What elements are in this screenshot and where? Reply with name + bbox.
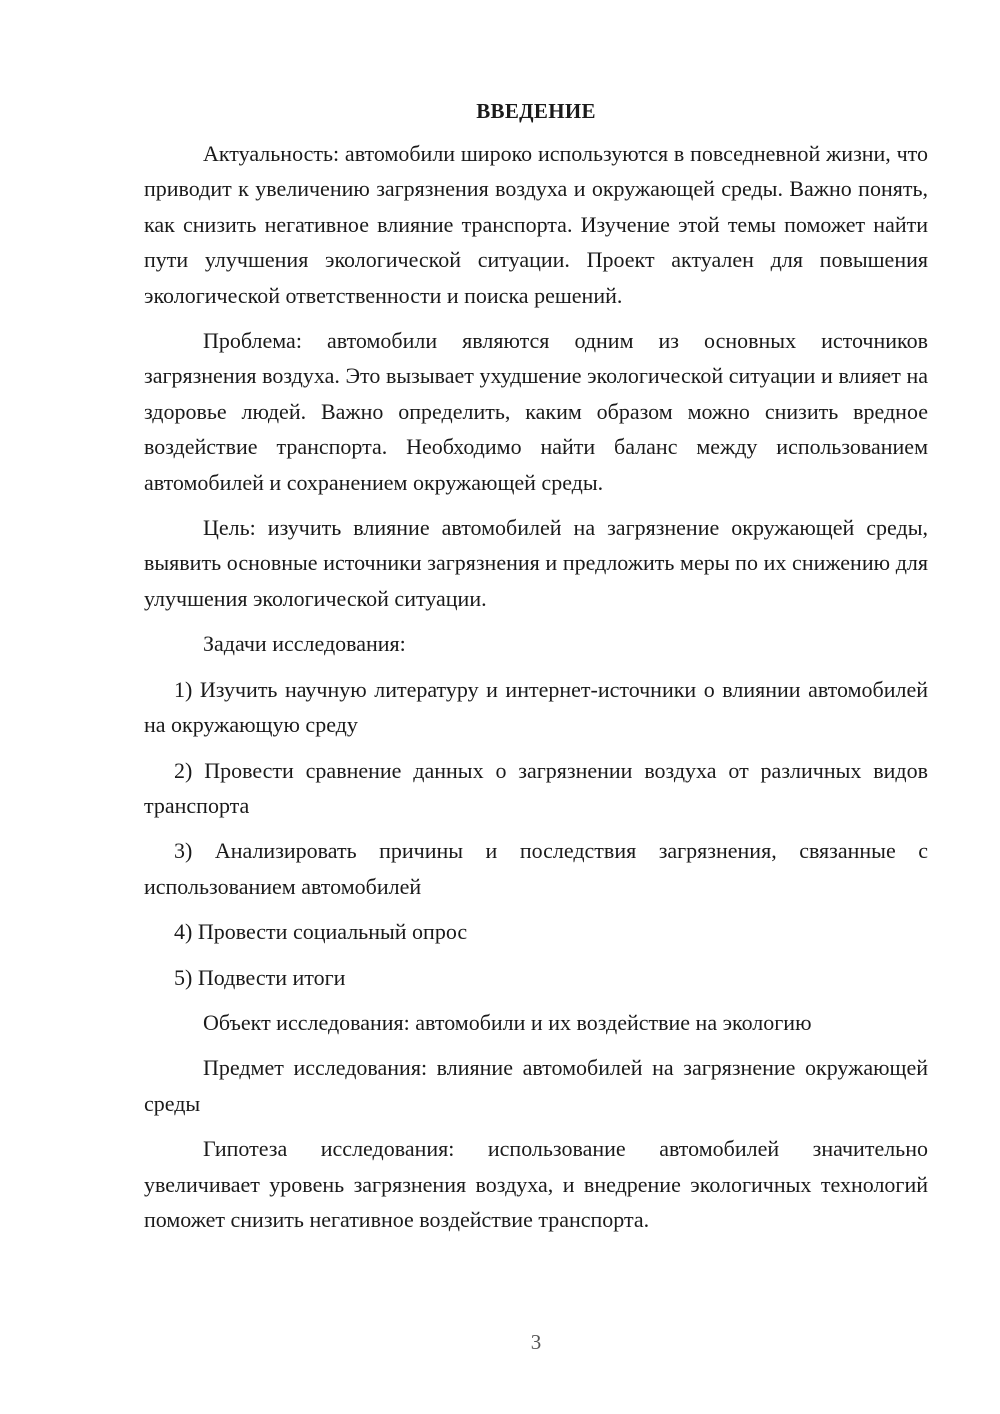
page-content <box>144 96 928 1247</box>
problem-paragraph: Проблема: автомобили являются одним из основных источников загрязнения воздуха. Это вызывает ухудшение экологической ситуации и влияет на здоровье людей. Важно определить, каким образом можно снизить вредное воздействие транспорта. Необходимо найти баланс между использованием автомобилей и сохранением окружающей среды. <box>144 328 928 495</box>
page-number: 3 <box>530 1330 542 1354</box>
task-item: 1) Изучить научную литературу и интернет-источники о влиянии автомобилей на окружающую среду <box>144 676 928 738</box>
task-item: 3) Анализировать причины и последствия загрязнения, связанные с использованием автомобилей <box>144 838 928 899</box>
subject-paragraph: Предмет исследования: влияние автомобилей на загрязнение окружающей среды <box>144 1055 928 1116</box>
hypothesis-paragraph: Гипотеза исследования: использование автомобилей значительно увеличивает уровень загрязнения воздуха, и внедрение экологичных технологий поможет снизить негативное воздействие транспорта. <box>144 1136 928 1232</box>
relevance-paragraph: Актуальность: автомобили широко используются в повседневной жизни, что приводит к увеличению загрязнения воздуха и окружающей среды. Важно понять, как снизить негативное влияние транспорта. Изучение этой темы поможет найти пути улучшения экологической ситуации. Проект актуален для повышения экологической ответственности и поиска решений. <box>144 141 928 308</box>
goal-paragraph: Цель: изучить влияние автомобилей на загрязнение окружающей среды, выявить основные источники загрязнения и предложить меры по их снижению для улучшения экологической ситуации. <box>144 515 928 611</box>
page-title: ВВЕДЕНИЕ <box>476 99 596 123</box>
task-item: 2) Провести сравнение данных о загрязнении воздуха от различных видов транспорта <box>144 757 928 818</box>
tasks-heading: Задачи исследования: <box>203 631 406 657</box>
task-item: 5) Подвести итоги <box>174 964 346 990</box>
task-item: 4) Провести социальный опрос <box>174 919 468 945</box>
object-paragraph: Объект исследования: автомобили и их воздействие на экологию <box>203 1009 812 1035</box>
